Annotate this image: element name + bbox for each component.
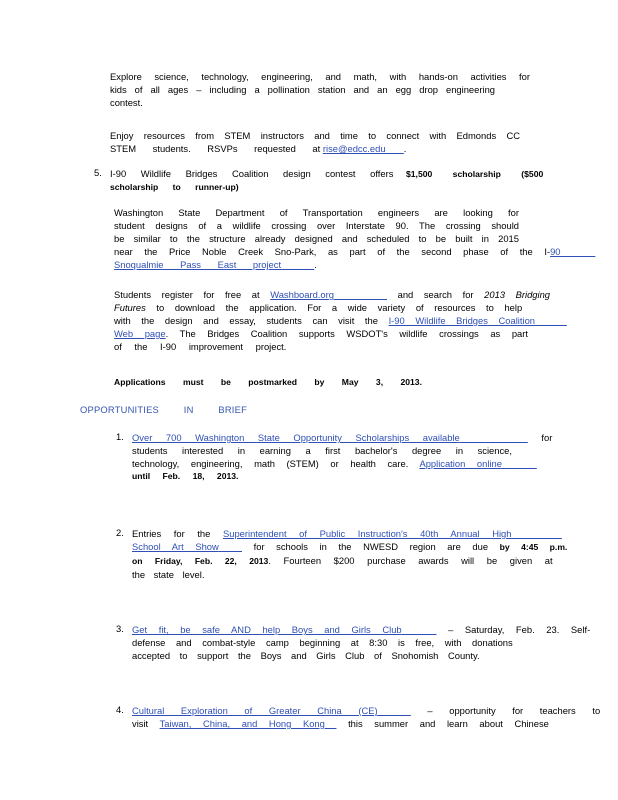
rsvp-text: STEM students. RSVPs requested at (110, 143, 321, 154)
text-line (114, 314, 536, 327)
text-line: the state level. (132, 569, 205, 580)
text-line (110, 167, 544, 181)
due-time: by 4:45 p.m. (499, 542, 568, 552)
text-fragment: – Saturday, Feb. 23. Self- (448, 624, 591, 635)
text-line: Explore science, technology, engineering, and math, with hands-on activities for (110, 71, 530, 82)
text-line (132, 717, 549, 730)
text-line (114, 288, 551, 301)
text-line: students interested in earning a first bachelor's degree in science, (132, 445, 512, 456)
text-line (132, 704, 601, 717)
text-line: accepted to support the Boys and Girls Club of Snohomish County. (132, 650, 480, 661)
taiwan-china-hong-kong-link[interactable]: Taiwan, China, and Hong Kong (159, 718, 325, 729)
section-heading: OPPORTUNITIES IN BRIEF (80, 404, 247, 415)
period: . (314, 259, 317, 270)
text-line (132, 457, 512, 470)
futures-italic: Futures (114, 302, 146, 313)
brief-item-1 (132, 431, 553, 483)
text-line (132, 527, 532, 540)
text-line: of the I-90 improvement project. (114, 341, 287, 352)
text-line: defense and combat-style camp beginning at 8:30 is free, with donations (132, 637, 513, 648)
text-fragment: . The Bridges Coalition supports WSDOT's wildlife crossings as part (165, 328, 528, 339)
text-fragment: near the Price Noble Creek Sno-Park, as part of the second phase of the I- (114, 246, 551, 257)
text-fragment: for schools in the NWESD region are due (253, 541, 489, 552)
due-date: on Friday, Feb. 22, 2013 (132, 556, 269, 566)
cultural-exploration-link[interactable]: Cultural Exploration of Greater China (CE) (132, 705, 378, 716)
contest-title: I-90 Wildlife Bridges Coalition design contest offers (110, 168, 394, 179)
text-fragment: with the design and essay, students can visit the (114, 315, 378, 326)
text-fragment: visit (132, 718, 149, 729)
text-fragment: this summer and learn about Chinese (348, 718, 549, 729)
text-line (110, 142, 520, 155)
list-number: 5. (94, 167, 102, 178)
bridges-coalition-link-part-2[interactable]: Web page (114, 328, 166, 339)
art-show-link-part-2[interactable]: School Art Show (132, 541, 219, 552)
snoqualmie-pass-east-link[interactable]: Snoqualmie Pass East project (114, 259, 282, 270)
text-line (132, 431, 553, 444)
rise-email-link[interactable]: rise@edcc.edu (322, 143, 386, 154)
text-line (132, 623, 591, 636)
text-fragment: and search for (397, 289, 474, 300)
application-deadline: Applications must be postmarked by May 3, 2013. (114, 377, 422, 387)
opportunity-scholarships-link[interactable]: Over 700 Washington State Opportunity Scholarships available (132, 432, 460, 443)
text-fragment: for (541, 432, 553, 443)
i90-link-part-1[interactable]: 90 (550, 246, 561, 257)
text-line (114, 301, 523, 314)
text-line (132, 540, 568, 554)
list-number: 4. (116, 704, 124, 715)
text-line (114, 327, 528, 340)
text-line: Washington State Department of Transportation engineers are looking for (114, 207, 519, 218)
washboard-link[interactable]: Washboard.org (270, 289, 334, 300)
scholarship-amount: $1,500 scholarship ($500 (406, 169, 544, 179)
text-line (114, 245, 561, 258)
text-fragment: technology, engineering, math (STEM) or health care. (132, 458, 409, 469)
application-online-link[interactable]: Application online (419, 458, 502, 469)
intro-paragraph-2 (110, 129, 520, 155)
text-fragment: Students register for free at (114, 289, 260, 300)
text-line (114, 258, 519, 271)
bridging-futures-italic: 2013 Bridging (484, 289, 551, 300)
boys-girls-club-link[interactable]: Get fit, be safe AND help Boys and Girls Club (132, 624, 402, 635)
art-show-link-part-1[interactable]: Superintendent of Public Instruction's 40th Annual High (222, 528, 512, 539)
item-5-paragraph-2 (114, 288, 551, 353)
text-fragment: to download the application. For a wide variety of resources to help (156, 302, 523, 313)
list-number: 3. (116, 623, 124, 634)
text-line (132, 554, 553, 568)
brief-item-4 (132, 704, 601, 730)
text-fragment: . Fourteen $200 purchase awards will be given at (268, 555, 553, 566)
text-fragment: Entries for the (132, 528, 211, 539)
item-5-paragraph-1 (114, 206, 561, 271)
period: . (403, 143, 407, 154)
bridges-coalition-link-part-1[interactable]: I-90 Wildlife Bridges Coalition (388, 315, 536, 326)
text-line: student designs of a wildlife crossing over Interstate 90. The crossing should (114, 220, 519, 231)
brief-item-2 (132, 527, 568, 581)
text-line: kids of all ages – including a pollination station and an egg drop engineering (110, 84, 495, 95)
text-line: contest. (110, 97, 143, 108)
list-number: 2. (116, 527, 124, 538)
intro-paragraph-1 (110, 70, 530, 109)
text-line: Enjoy resources from STEM instructors and time to connect with Edmonds CC (110, 130, 520, 141)
deadline-text: until Feb. 18, 2013. (132, 471, 239, 481)
runner-up-text: scholarship to runner-up) (110, 182, 239, 192)
text-line: be similar to the structure already designed and scheduled to be built in 2015 (114, 233, 519, 244)
item-5-title (110, 167, 544, 194)
list-number: 1. (116, 431, 124, 442)
text-fragment: – opportunity for teachers to (427, 705, 601, 716)
brief-item-3 (132, 623, 591, 662)
